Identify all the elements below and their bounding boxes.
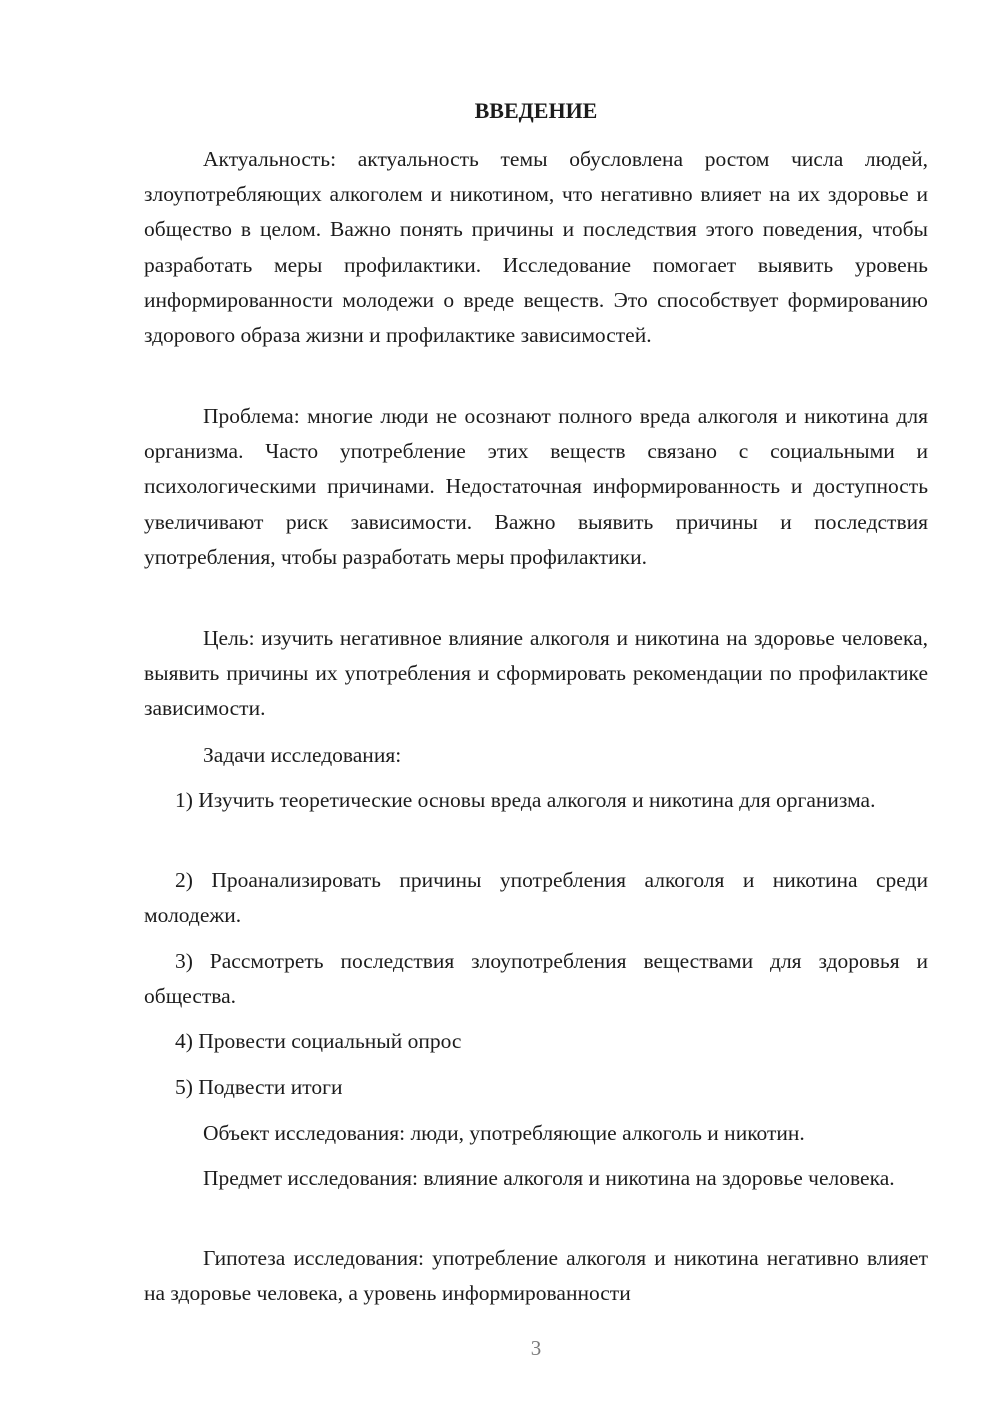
goal-paragraph: Цель: изучить негативное влияние алкоголя и никотина на здоровье человека, выявить причины их употребления и сформировать рекомендации по профилактике зависимости. bbox=[144, 626, 928, 721]
task-item-1: 1) Изучить теоретические основы вреда алкоголя и никотина для организма. bbox=[175, 788, 876, 812]
problem-paragraph: Проблема: многие люди не осознают полного вреда алкоголя и никотина для организма. Часто употребление этих веществ связано с социальными и психологическими причинами. Недостаточная информированность и доступность увеличивают риск зависимости. Важно выявить причины и последствия употребления, чтобы разработать меры профилактики. bbox=[144, 404, 928, 569]
object-paragraph: Объект исследования: люди, употребляющие алкоголь и никотин. bbox=[203, 1121, 805, 1145]
page-number: 3 bbox=[530, 1336, 542, 1360]
tasks-heading: Задачи исследования: bbox=[203, 743, 402, 767]
task-item-3: 3) Рассмотреть последствия злоупотребления веществами для здоровья и общества. bbox=[144, 949, 928, 1009]
subject-paragraph: Предмет исследования: влияние алкоголя и никотина на здоровье человека. bbox=[203, 1166, 895, 1190]
task-item-4: 4) Провести социальный опрос bbox=[175, 1029, 462, 1053]
relevance-paragraph: Актуальность: актуальность темы обусловлена ростом числа людей, злоупотребляющих алкоголем и никотином, что негативно влияет на их здоровье и общество в целом. Важно понять причины и последствия этого поведения, чтобы разработать меры профилактики. Исследование помогает выявить уровень информированности молодежи о вреде веществ. Это способствует формированию здорового образа жизни и профилактике зависимостей. bbox=[144, 147, 928, 348]
task-item-5: 5) Подвести итоги bbox=[175, 1075, 343, 1099]
task-item-2: 2) Проанализировать причины употребления алкоголя и никотина среди молодежи. bbox=[144, 868, 928, 928]
section-title: ВВЕДЕНИЕ bbox=[474, 98, 598, 123]
hypothesis-paragraph: Гипотеза исследования: употребление алкоголя и никотина негативно влияет на здоровье человека, а уровень информированности bbox=[144, 1246, 928, 1306]
